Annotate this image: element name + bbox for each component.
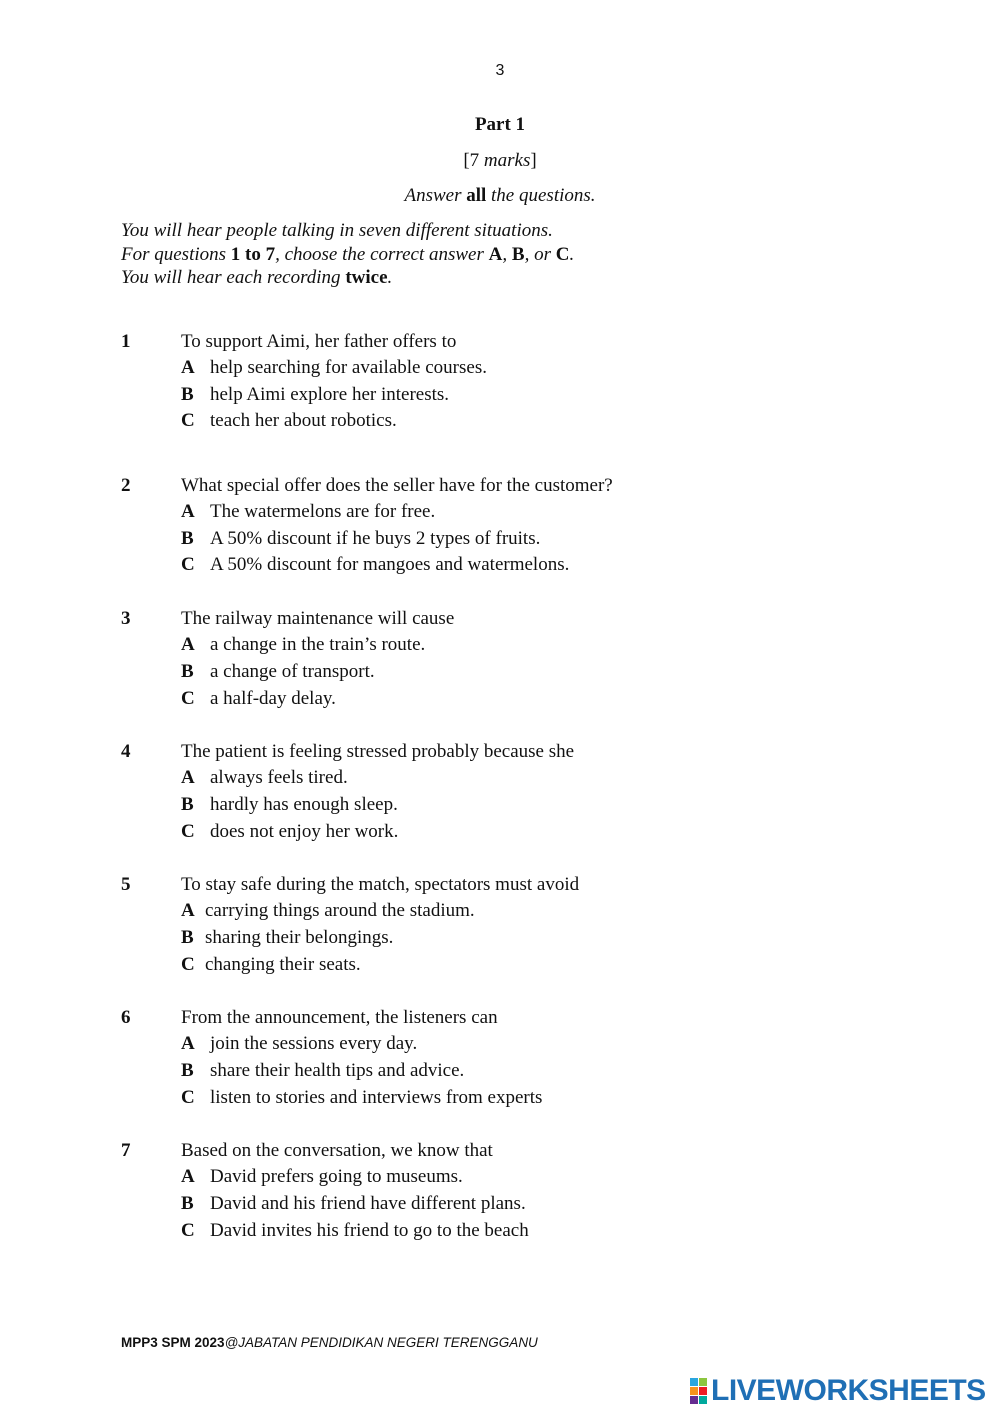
option-letter: C bbox=[181, 687, 195, 709]
instruction-line-3: You will hear each recording twice. bbox=[121, 267, 393, 288]
option-c[interactable] bbox=[121, 952, 821, 979]
question-text: The railway maintenance will cause bbox=[181, 608, 455, 630]
option-c[interactable] bbox=[121, 819, 821, 846]
option-text: does not enjoy her work. bbox=[210, 820, 399, 842]
question-stem bbox=[121, 328, 821, 355]
question-stem bbox=[121, 1137, 821, 1164]
option-letter: A bbox=[181, 767, 195, 789]
question-5 bbox=[121, 871, 821, 978]
option-text: David prefers going to museums. bbox=[210, 1166, 463, 1188]
option-letter: B bbox=[181, 926, 194, 948]
option-text: carrying things around the stadium. bbox=[205, 900, 475, 922]
option-letter: A bbox=[181, 1166, 195, 1188]
liveworksheets-icon bbox=[690, 1378, 708, 1404]
question-2 bbox=[121, 472, 821, 579]
question-1 bbox=[121, 328, 821, 435]
option-b[interactable] bbox=[121, 1058, 821, 1085]
marks-label: [7 marks] bbox=[463, 150, 537, 171]
option-text: join the sessions every day. bbox=[210, 1033, 418, 1055]
option-text: a change in the train’s route. bbox=[210, 634, 426, 656]
option-a[interactable] bbox=[121, 632, 821, 659]
option-text: help Aimi explore her interests. bbox=[210, 383, 450, 405]
option-b[interactable] bbox=[121, 792, 821, 819]
question-stem bbox=[121, 871, 821, 898]
option-b[interactable] bbox=[121, 382, 821, 409]
instructions bbox=[121, 219, 574, 290]
part-title: Part 1 bbox=[474, 114, 526, 135]
option-letter: B bbox=[181, 383, 194, 405]
question-number: 6 bbox=[121, 1007, 131, 1029]
option-letter: A bbox=[181, 501, 195, 523]
liveworksheets-wordmark: LIVEWORKSHEETS bbox=[711, 1374, 986, 1407]
option-text: sharing their belongings. bbox=[205, 926, 394, 948]
question-stem bbox=[121, 738, 821, 765]
option-text: share their health tips and advice. bbox=[210, 1060, 465, 1081]
option-text: David invites his friend to go to the beach bbox=[210, 1219, 529, 1241]
option-letter: C bbox=[181, 554, 195, 576]
option-letter: B bbox=[181, 660, 194, 682]
option-letter: A bbox=[181, 357, 195, 378]
question-stem bbox=[121, 472, 821, 499]
option-a[interactable] bbox=[121, 499, 821, 526]
question-text: From the announcement, the listeners can bbox=[181, 1007, 498, 1029]
option-letter: A bbox=[181, 634, 195, 656]
option-a[interactable] bbox=[121, 898, 821, 925]
option-a[interactable] bbox=[121, 765, 821, 792]
option-text: A 50% discount if he buys 2 types of fruits. bbox=[210, 527, 541, 549]
option-text: A 50% discount for mangoes and watermelons. bbox=[210, 554, 570, 576]
instruction-line-2: For questions 1 to 7, choose the correct answer A, B, or C. bbox=[121, 243, 575, 265]
instruction-line-1: You will hear people talking in seven different situations. bbox=[121, 220, 553, 241]
question-text: To stay safe during the match, spectators must avoid bbox=[181, 874, 580, 896]
question-6 bbox=[121, 1004, 821, 1111]
page-number: 3 bbox=[495, 62, 505, 79]
option-text: help searching for available courses. bbox=[210, 357, 487, 378]
option-b[interactable] bbox=[121, 925, 821, 952]
option-text: a change of transport. bbox=[210, 660, 375, 682]
option-text: a half-day delay. bbox=[210, 687, 336, 709]
option-a[interactable] bbox=[121, 1031, 821, 1058]
option-letter: C bbox=[181, 410, 195, 432]
option-b[interactable] bbox=[121, 1191, 821, 1218]
question-7 bbox=[121, 1137, 821, 1244]
question-number: 4 bbox=[121, 741, 131, 763]
option-letter: B bbox=[181, 527, 194, 549]
option-c[interactable] bbox=[121, 1218, 821, 1245]
option-letter: A bbox=[181, 1033, 195, 1055]
option-text: changing their seats. bbox=[205, 953, 361, 975]
question-number: 2 bbox=[121, 475, 131, 497]
option-b[interactable] bbox=[121, 526, 821, 553]
question-text: To support Aimi, her father offers to bbox=[181, 331, 457, 352]
option-text: hardly has enough sleep. bbox=[210, 793, 398, 815]
footer: MPP3 SPM 2023@JABATAN PENDIDIKAN NEGERI TERENGGANU bbox=[121, 1335, 538, 1350]
option-c[interactable] bbox=[121, 552, 821, 579]
option-letter: C bbox=[181, 820, 195, 842]
option-c[interactable] bbox=[121, 686, 821, 713]
question-number: 7 bbox=[121, 1140, 131, 1162]
liveworksheets-logo bbox=[690, 1373, 986, 1409]
option-b[interactable] bbox=[121, 659, 821, 686]
question-stem bbox=[121, 1004, 821, 1031]
question-number: 5 bbox=[121, 874, 131, 896]
option-a[interactable] bbox=[121, 1164, 821, 1191]
option-letter: B bbox=[181, 1060, 194, 1081]
question-3 bbox=[121, 605, 821, 712]
option-letter: C bbox=[181, 1219, 195, 1241]
question-text: What special offer does the seller have for the customer? bbox=[181, 475, 613, 497]
question-text: The patient is feeling stressed probably because she bbox=[181, 741, 575, 763]
option-letter: A bbox=[181, 900, 195, 922]
option-letter: B bbox=[181, 1193, 194, 1215]
option-letter: C bbox=[181, 953, 195, 975]
option-text: teach her about robotics. bbox=[210, 410, 397, 432]
option-text: always feels tired. bbox=[210, 767, 348, 789]
option-letter: B bbox=[181, 793, 194, 815]
option-text: David and his friend have different plans. bbox=[210, 1193, 526, 1215]
question-list bbox=[121, 328, 821, 1244]
option-c[interactable] bbox=[121, 408, 821, 435]
question-stem bbox=[121, 605, 821, 632]
option-text: listen to stories and interviews from experts bbox=[210, 1086, 543, 1108]
option-letter: C bbox=[181, 1086, 195, 1108]
answer-all-instruction: Answer all the questions. bbox=[404, 185, 596, 206]
question-4 bbox=[121, 738, 821, 845]
question-text: Based on the conversation, we know that bbox=[181, 1140, 493, 1162]
question-number: 1 bbox=[121, 331, 131, 352]
option-a[interactable] bbox=[121, 355, 821, 382]
question-number: 3 bbox=[121, 608, 131, 630]
option-c[interactable] bbox=[121, 1085, 821, 1112]
option-text: The watermelons are for free. bbox=[210, 501, 436, 523]
